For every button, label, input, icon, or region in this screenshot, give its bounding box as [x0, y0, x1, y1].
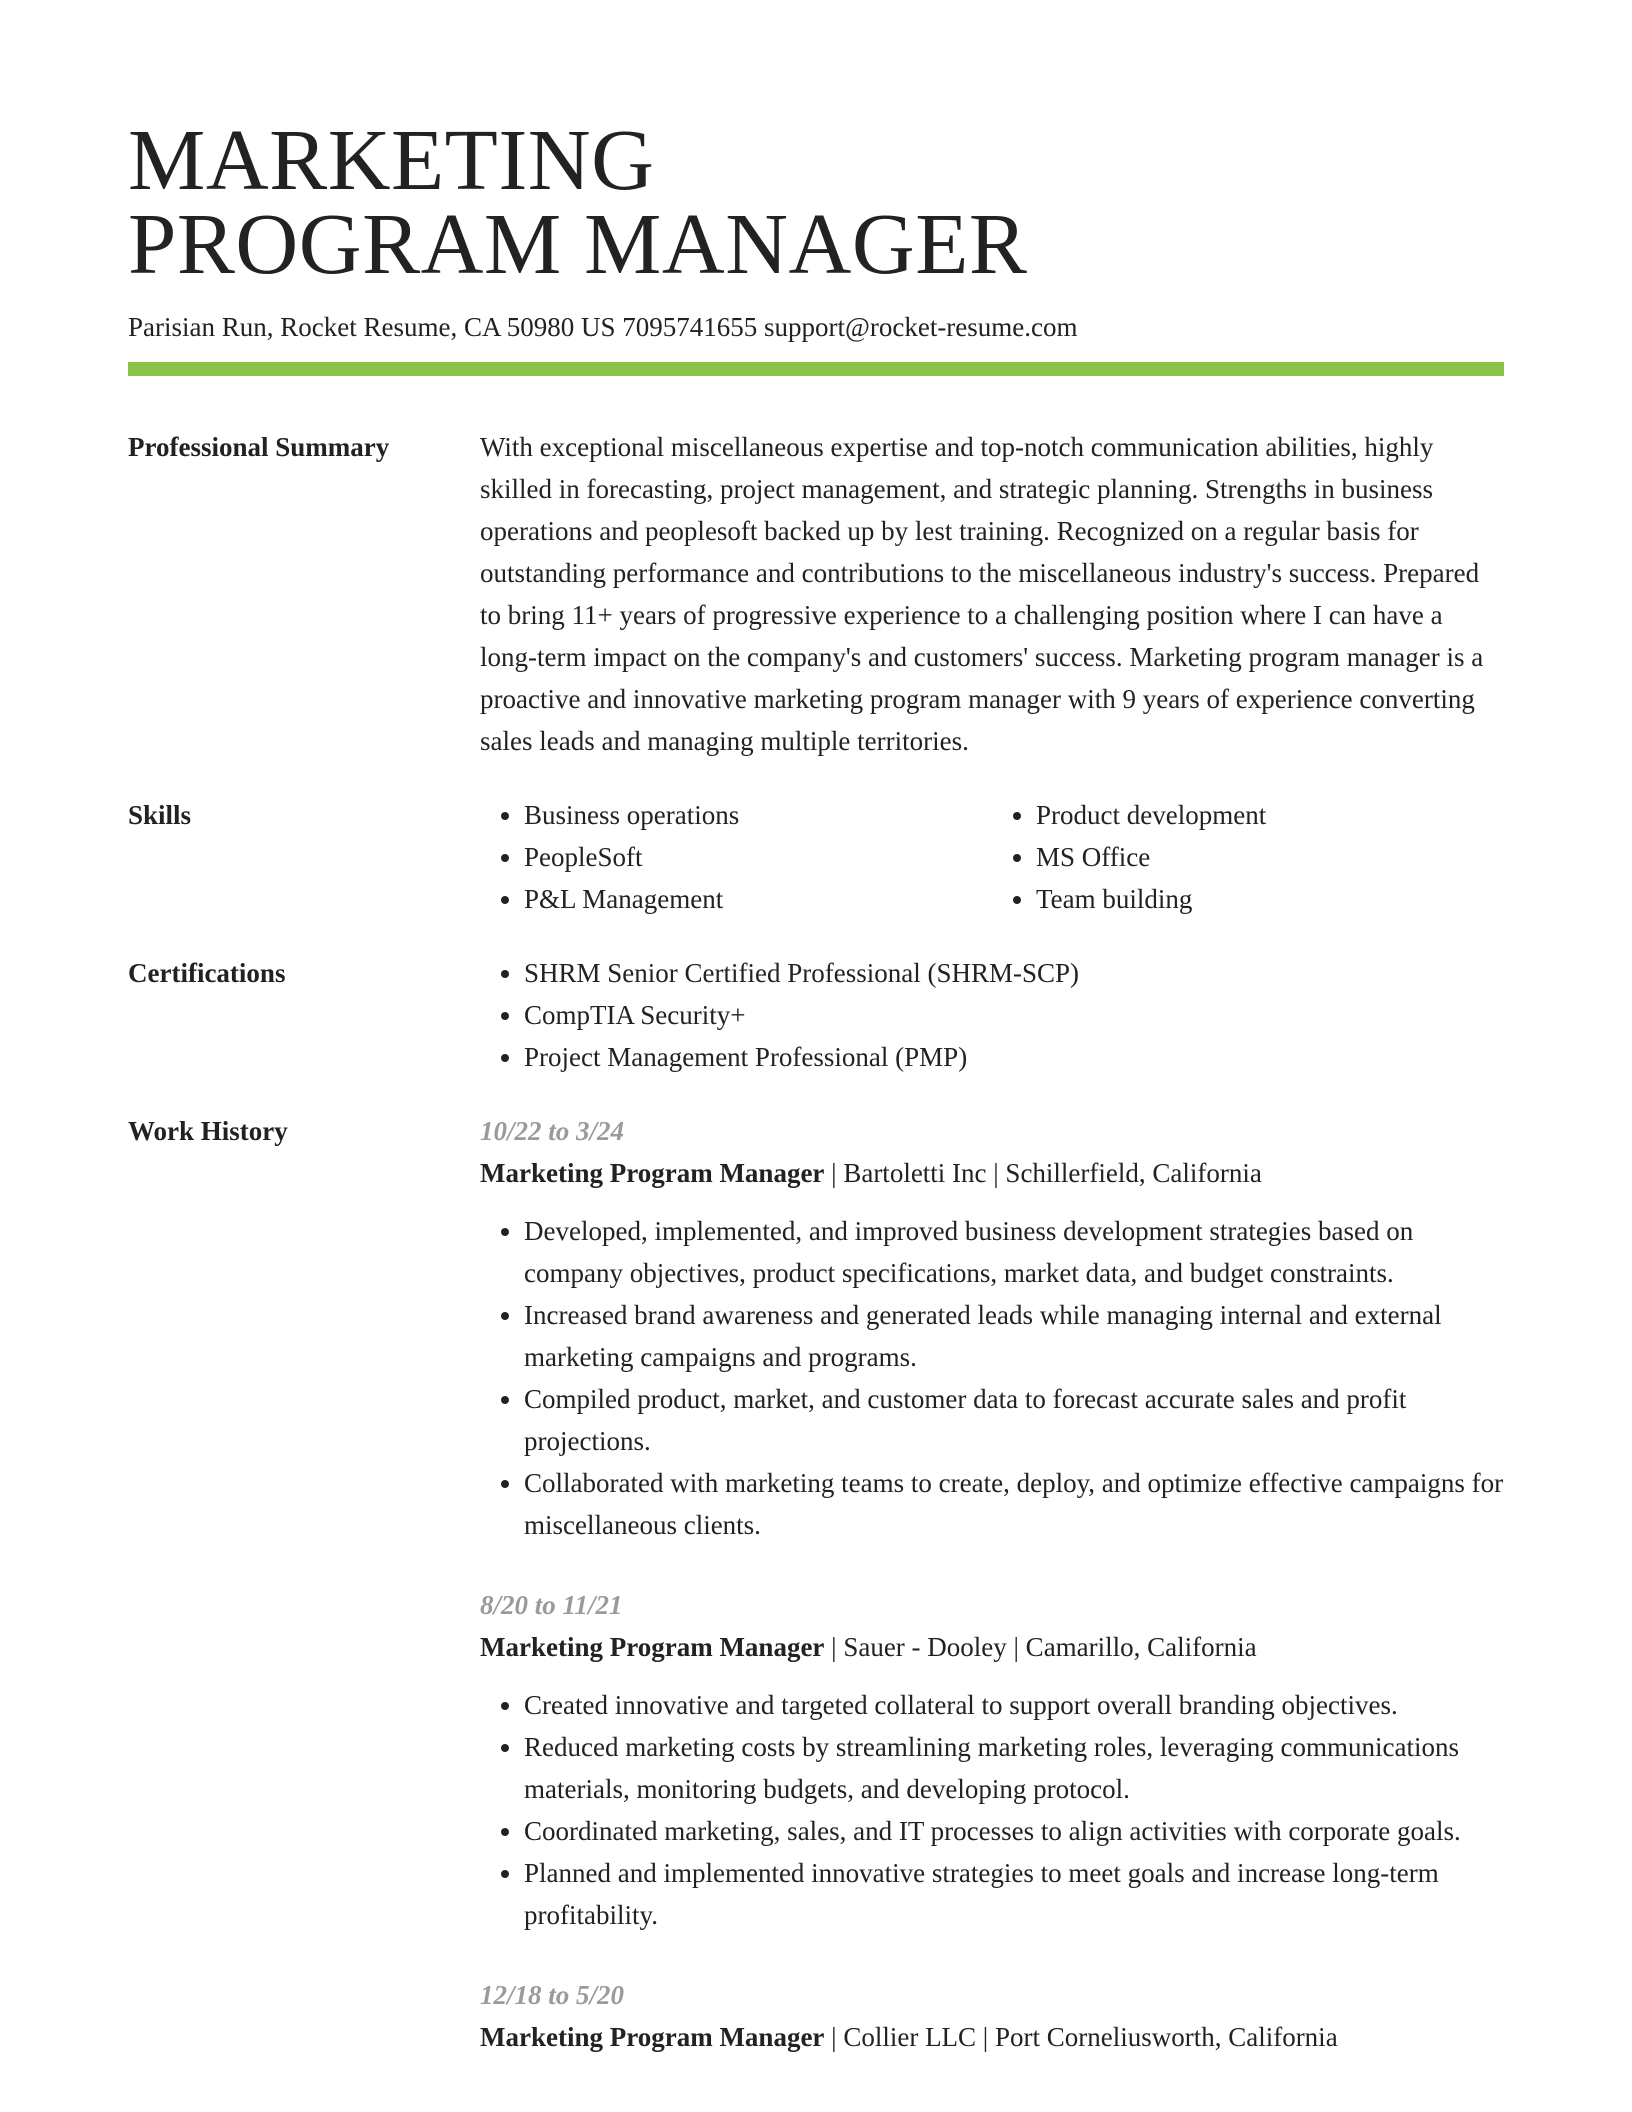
name-line-1: MARKETING	[128, 111, 655, 208]
job-title: Marketing Program Manager	[480, 2022, 825, 2052]
job-bullet: • Reduced marketing costs by streamlining marketing roles, leveraging communications materials, monitoring budgets, and developing protocol.	[524, 1726, 1504, 1810]
job-title: Marketing Program Manager	[480, 1158, 825, 1188]
skill-item: • Business operations	[524, 794, 992, 836]
skill-item: • MS Office	[1036, 836, 1504, 878]
contact-line: Parisian Run, Rocket Resume, CA 50980 US 7095741655 support@rocket-resume.com	[128, 312, 1078, 342]
skill-item: • P&L Management	[524, 878, 992, 920]
skills-heading: Skills	[128, 800, 192, 830]
job-entry	[480, 1110, 1504, 1546]
work-history-section	[128, 1110, 1504, 2096]
job-title: Marketing Program Manager	[480, 1632, 825, 1662]
job-title-line	[480, 1626, 1504, 1668]
job-title-line	[480, 2016, 1504, 2058]
job-bullet: • Planned and implemented innovative strategies to meet goals and increase long-term profitability.	[524, 1852, 1504, 1936]
certifications-list	[480, 952, 1504, 1078]
job-bullet: • Compiled product, market, and customer data to forecast accurate sales and profit projections.	[524, 1378, 1504, 1462]
summary-text: With exceptional miscellaneous expertise and top-notch communication abilities, highly skilled in forecasting, project management, and strategic planning. Strengths in business operations and peoplesoft backed up by lest training. Recognized on a regular basis for outstanding performance and contributions to the miscellaneous industry's success. Prepared to bring 11+ years of progressive experience to a challenging position where I can have a long-term impact on the company's and customers' success. Marketing program manager is a proactive and innovative marketing program manager with 9 years of experience converting sales leads and managing multiple territories.	[480, 432, 1484, 756]
accent-divider	[128, 362, 1504, 376]
skills-section	[128, 794, 1504, 920]
certification-item: • Project Management Professional (PMP)	[524, 1036, 1504, 1078]
job-bullet: • Collaborated with marketing teams to create, deploy, and optimize effective campaigns for miscellaneous clients.	[524, 1462, 1504, 1546]
certification-item: • CompTIA Security+	[524, 994, 1504, 1036]
name-line-2: PROGRAM MANAGER	[128, 195, 1028, 292]
skill-item: • Product development	[1036, 794, 1504, 836]
job-bullet: • Created innovative and targeted collateral to support overall branding objectives.	[524, 1684, 1504, 1726]
resume-name	[128, 111, 1504, 292]
skill-item: • PeopleSoft	[524, 836, 992, 878]
job-details: | Bartoletti Inc | Schillerfield, California	[824, 1158, 1262, 1188]
job-entry	[480, 1974, 1504, 2058]
job-dates: 12/18 to 5/20	[480, 1980, 625, 2010]
job-dates: 10/22 to 3/24	[480, 1116, 625, 1146]
job-bullet: • Increased brand awareness and generated leads while managing internal and external marketing campaigns and programs.	[524, 1294, 1504, 1378]
job-bullets	[480, 1684, 1504, 1936]
skill-item: • Team building	[1036, 878, 1504, 920]
summary-section	[128, 426, 1504, 762]
summary-heading: Professional Summary	[128, 432, 390, 462]
skills-column-2	[992, 794, 1504, 920]
job-bullets	[480, 1210, 1504, 1546]
job-bullet: • Developed, implemented, and improved business development strategies based on company objectives, product specifications, market data, and budget constraints.	[524, 1210, 1504, 1294]
work-history-list	[480, 1110, 1504, 2096]
job-details: | Collier LLC | Port Corneliusworth, California	[824, 2022, 1338, 2052]
skills-list	[480, 794, 1504, 920]
certifications-section	[128, 952, 1504, 1078]
certification-item: • SHRM Senior Certified Professional (SHRM-SCP)	[524, 952, 1504, 994]
job-title-line	[480, 1152, 1504, 1194]
certifications-heading: Certifications	[128, 958, 286, 988]
skills-column-1	[480, 794, 992, 920]
job-bullet: • Coordinated marketing, sales, and IT processes to align activities with corporate goals.	[524, 1810, 1504, 1852]
work-history-heading: Work History	[128, 1116, 288, 1146]
job-details: | Sauer - Dooley | Camarillo, California	[824, 1632, 1257, 1662]
job-entry	[480, 1584, 1504, 1936]
job-dates: 8/20 to 11/21	[480, 1590, 623, 1620]
